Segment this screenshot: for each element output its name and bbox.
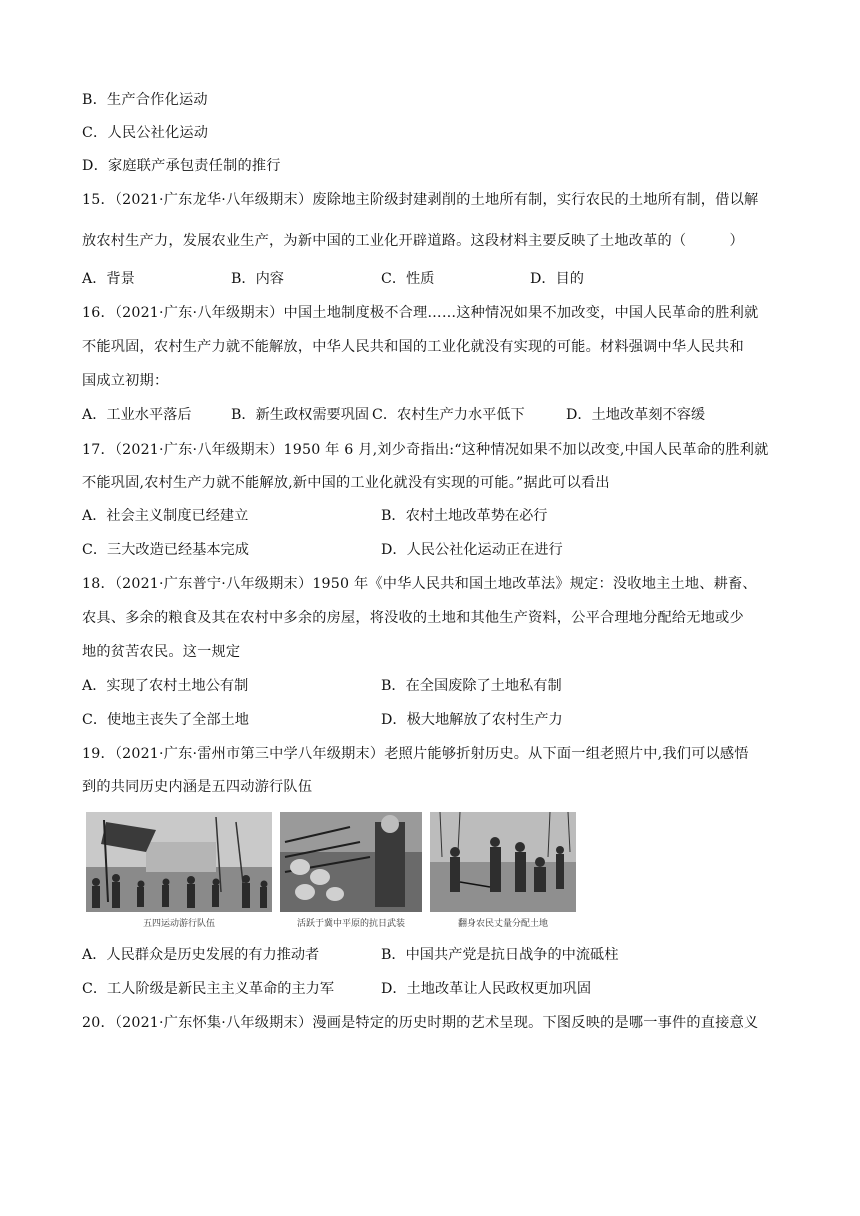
option-b: B．新生政权需要巩固 (231, 407, 370, 423)
option-b: B．内容 (231, 271, 284, 287)
option-a: A．工业水平落后 (82, 407, 192, 423)
photo-anti-japanese-forces (280, 812, 422, 912)
option-d: D．土地改革刻不容缓 (566, 407, 706, 423)
option-b: B．中国共产党是抗日战争的中流砥柱 (381, 947, 619, 963)
option-b: B．生产合作化运动 (82, 92, 208, 108)
option-a: A．社会主义制度已经建立 (82, 508, 249, 524)
question-17-line1: 17．（2021·广东·八年级期末）1950 年 6 月,刘少奇指出:“这种情况如果不加以改变,中国人民革命的胜利就 (82, 442, 769, 458)
option-c: C．人民公社化运动 (82, 125, 209, 141)
question-18-line3: 地的贫苦农民。这一规定 (82, 644, 241, 660)
photo-peasants-measuring-land (430, 812, 576, 912)
question-16-line3: 国成立初期： (82, 373, 169, 389)
photo-caption-3: 翻身农民丈量分配土地 (457, 919, 548, 929)
option-d: D．目的 (530, 271, 584, 287)
question-18-line2: 农具、多余的粮食及其在农村中多余的房屋，将没收的土地和其他生产资料，公平合理地分配给无地或少 (82, 610, 744, 626)
option-c: C．性质 (381, 271, 435, 287)
option-c: C．工人阶级是新民主主义革命的主力军 (82, 981, 335, 997)
option-c: C．农村生产力水平低下 (372, 407, 525, 423)
question-15-line2: 放农村生产力，发展农业生产，为新中国的工业化开辟道路。这段材料主要反映了土地改革的（ ） (82, 233, 744, 249)
photo-caption-2: 活跃于冀中平原的抗日武装 (296, 919, 405, 929)
option-a: A．实现了农村土地公有制 (82, 678, 249, 694)
photo-may-fourth-parade (86, 812, 272, 912)
photo-caption-1: 五四运动游行队伍 (142, 919, 215, 929)
question-19-line2: 到的共同历史内涵是五四动游行队伍 (82, 779, 313, 795)
option-d: D．土地改革让人民政权更加巩固 (381, 981, 592, 997)
question-16-line2: 不能巩固，农村生产力就不能解放，中华人民共和国的工业化就没有实现的可能。材料强调中华人民共和 (82, 339, 744, 355)
question-19-line1: 19．（2021·广东·雷州市第三中学八年级期末）老照片能够折射历史。从下面一组老照片中,我们可以感悟 (82, 746, 749, 762)
question-20-line1: 20．（2021·广东怀集·八年级期末）漫画是特定的历史时期的艺术呈现。下图反映的是哪一事件的直接意义 (82, 1015, 759, 1031)
option-c: C．三大改造已经基本完成 (82, 542, 249, 558)
option-b: B．农村土地改革势在必行 (381, 508, 548, 524)
option-d: D．人民公社化运动正在进行 (381, 542, 563, 558)
option-d: D．极大地解放了农村生产力 (381, 712, 563, 728)
option-a: A．人民群众是历史发展的有力推动者 (82, 947, 320, 963)
option-b: B．在全国废除了土地私有制 (381, 678, 562, 694)
option-c: C．使地主丧失了全部土地 (82, 712, 249, 728)
question-17-line2: 不能巩固,农村生产力就不能解放,新中国的工业化就没有实现的可能。”据此可以看出 (82, 475, 610, 491)
question-15-line1: 15．（2021·广东龙华·八年级期末）废除地主阶级封建剥削的土地所有制，实行农民的土地所有制，借以解 (82, 192, 759, 208)
option-d: D．家庭联产承包责任制的推行 (82, 158, 281, 174)
historical-photos (86, 812, 576, 932)
option-a: A．背景 (82, 271, 135, 287)
question-18-line1: 18．（2021·广东普宁·八年级期末）1950 年《中华人民共和国土地改革法》规定：没收地主土地、耕畜、 (82, 576, 757, 592)
question-16-line1: 16．（2021·广东·八年级期末）中国土地制度极不合理……这种情况如果不加改变，中国人民革命的胜利就 (82, 305, 759, 321)
